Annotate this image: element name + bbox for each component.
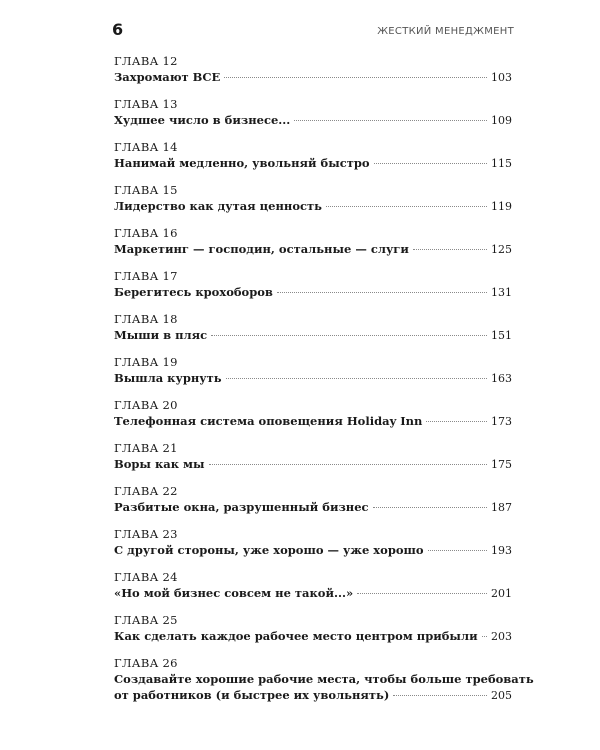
chapter-label: ГЛАВА 16 <box>114 226 178 240</box>
dot-leader <box>374 163 487 164</box>
chapter-label: ГЛАВА 23 <box>114 527 178 541</box>
dot-leader <box>224 77 487 78</box>
chapter-label: ГЛАВА 19 <box>114 355 178 369</box>
chapter-label: ГЛАВА 12 <box>114 54 178 68</box>
toc-entry[interactable] <box>114 613 512 656</box>
toc-entry[interactable] <box>114 398 512 441</box>
dot-leader <box>277 292 487 293</box>
toc-entry[interactable] <box>114 54 512 97</box>
page-ref: 201 <box>491 587 512 600</box>
toc-entry[interactable] <box>114 97 512 140</box>
page-ref: 131 <box>491 286 512 299</box>
table-of-contents <box>114 54 534 706</box>
chapter-title: Берегитесь крохоборов <box>114 285 273 299</box>
dot-leader <box>413 249 487 250</box>
chapter-title-line2: от работников (и быстрее их увольнять) <box>114 688 390 702</box>
toc-entry[interactable] <box>114 183 512 226</box>
dot-leader <box>393 695 487 696</box>
chapter-title: Нанимай медленно, увольняй быстро <box>114 156 370 170</box>
chapter-title: Мыши в пляс <box>114 328 208 342</box>
chapter-label: ГЛАВА 17 <box>114 269 178 283</box>
dot-leader <box>226 378 487 379</box>
chapter-title-line1: Создавайте хорошие рабочие места, чтобы больше требовать <box>114 672 534 686</box>
toc-entry[interactable] <box>114 484 512 527</box>
chapter-title: Вышла курнуть <box>114 371 222 385</box>
chapter-title: Лидерство как дутая ценность <box>114 199 322 213</box>
chapter-title: С другой стороны, уже хорошо — уже хорошо <box>114 543 424 557</box>
toc-entry[interactable] <box>114 656 534 706</box>
chapter-label: ГЛАВА 14 <box>114 140 178 154</box>
page-ref: 203 <box>491 630 512 643</box>
chapter-title: Маркетинг — господин, остальные — слуги <box>114 242 409 256</box>
chapter-title: Разбитые окна, разрушенный бизнес <box>114 500 369 514</box>
page-ref: 103 <box>491 71 512 84</box>
page-ref: 125 <box>491 243 512 256</box>
dot-leader <box>326 206 487 207</box>
chapter-label: ГЛАВА 21 <box>114 441 178 455</box>
toc-entry[interactable] <box>114 570 512 613</box>
page-ref: 151 <box>491 329 512 342</box>
page-ref: 187 <box>491 501 512 514</box>
toc-entry[interactable] <box>114 441 512 484</box>
dot-leader <box>357 593 487 594</box>
page-ref: 163 <box>491 372 512 385</box>
chapter-title: Воры как мы <box>114 457 205 471</box>
toc-entry[interactable] <box>114 140 512 183</box>
dot-leader <box>482 636 487 637</box>
dot-leader <box>428 550 487 551</box>
chapter-title: Как сделать каждое рабочее место центром прибыли <box>114 629 478 643</box>
dot-leader <box>373 507 487 508</box>
page-ref: 205 <box>491 689 512 702</box>
chapter-title: Телефонная система оповещения Holiday Inn <box>114 414 423 428</box>
running-head: ЖЕСТКИЙ МЕНЕДЖМЕНТ <box>377 26 514 37</box>
page-ref: 193 <box>491 544 512 557</box>
dot-leader <box>426 421 487 422</box>
page-ref: 119 <box>491 200 512 213</box>
chapter-label: ГЛАВА 15 <box>114 183 178 197</box>
page-number: 6 <box>112 20 124 39</box>
dot-leader <box>209 464 487 465</box>
page-ref: 109 <box>491 114 512 127</box>
page-ref: 173 <box>491 415 512 428</box>
chapter-title: Худшее число в бизнесе... <box>114 113 291 127</box>
chapter-label: ГЛАВА 13 <box>114 97 178 111</box>
chapter-label: ГЛАВА 24 <box>114 570 178 584</box>
toc-entry[interactable] <box>114 269 512 312</box>
dot-leader <box>294 120 487 121</box>
chapter-title: «Но мой бизнес совсем не такой...» <box>114 586 354 600</box>
chapter-label: ГЛАВА 25 <box>114 613 178 627</box>
chapter-label: ГЛАВА 26 <box>114 656 178 670</box>
toc-entry[interactable] <box>114 527 512 570</box>
chapter-label: ГЛАВА 22 <box>114 484 178 498</box>
toc-entry[interactable] <box>114 312 512 355</box>
page-ref: 115 <box>491 157 512 170</box>
chapter-title: Захромают ВСЕ <box>114 70 221 84</box>
toc-entry[interactable] <box>114 355 512 398</box>
page-ref: 175 <box>491 458 512 471</box>
toc-entry[interactable] <box>114 226 512 269</box>
chapter-label: ГЛАВА 20 <box>114 398 178 412</box>
dot-leader <box>211 335 487 336</box>
chapter-label: ГЛАВА 18 <box>114 312 178 326</box>
